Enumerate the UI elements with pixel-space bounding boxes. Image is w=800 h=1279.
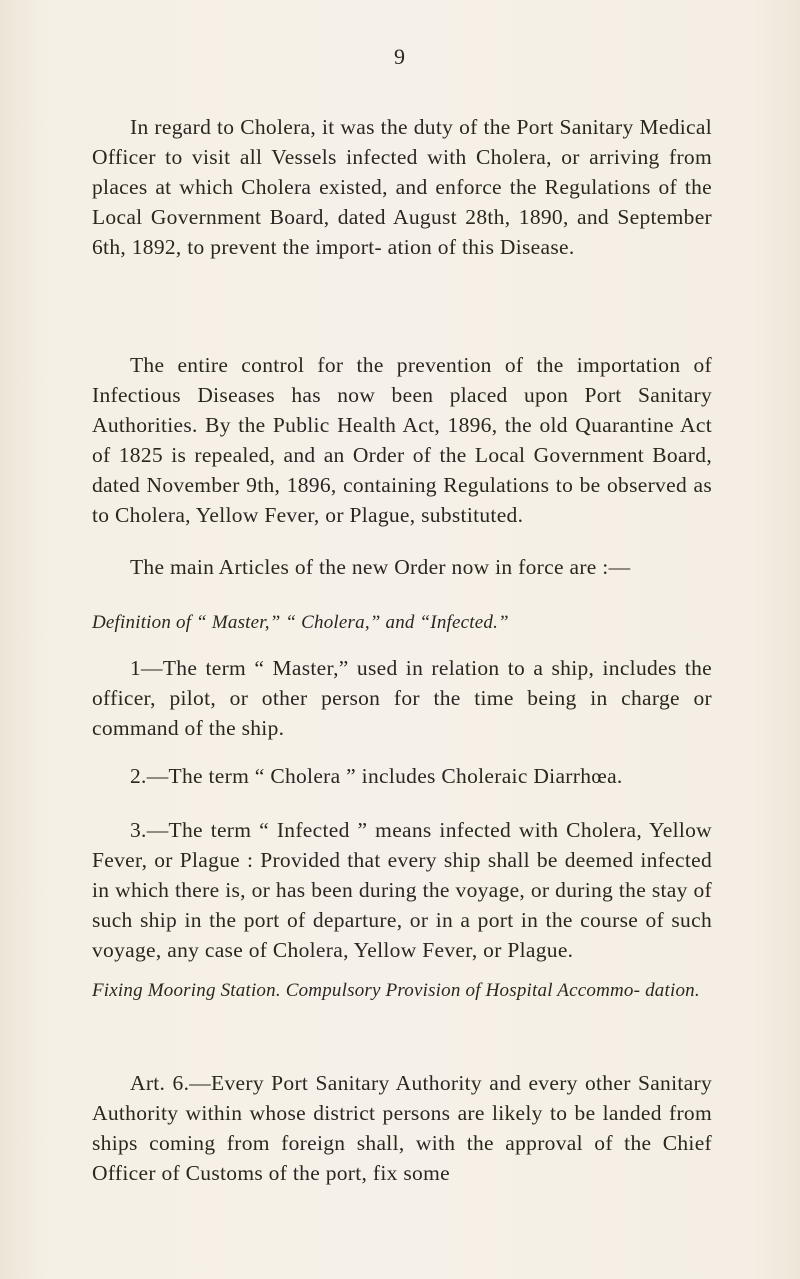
paragraph-control-prevention: The entire control for the prevention of the importation of Infectious Diseases has now been placed upon Port Sanitary Authorities. By the Public Health Act, 1896, the old Quarantine Act of 1825 is repealed, and an Order of the Local Government Board, dated November 9th, 1896, containing Regulations to be observed as to Cholera, Yellow Fever, or Plague, substituted. xyxy=(92,352,712,527)
heading-mooring-station: Fixing Mooring Station. Compulsory Provision of Hospital Accommo- dation. xyxy=(92,980,700,1001)
heading-definitions: Definition of “ Master,” “ Cholera,” and “Infected.” xyxy=(92,612,509,633)
page-number: 9 xyxy=(394,44,406,69)
paragraph-cholera-duty: In regard to Cholera, it was the duty of the Port Sanitary Medical Officer to visit all Vessels infected with Cholera, or arriving from places at which Cholera existed, and enforce the Regulations of the Local Government Board, dated August 28th, 1890, and September 6th, 1892, to prevent the import- ation of this Disease. xyxy=(92,114,712,259)
paragraph-definition-cholera: 2.—The term “ Cholera ” includes Choleraic Diarrhœa. xyxy=(130,763,623,788)
paragraph-main-articles: The main Articles of the new Order now in force are :— xyxy=(130,554,631,579)
paragraph-article-6: Art. 6.—Every Port Sanitary Authority and every other Sanitary Authority within whose district persons are likely to be landed from ships coming from foreign shall, with the approval of the Chief Officer of Customs of the port, fix some xyxy=(92,1070,712,1185)
paragraph-definition-master: 1—The term “ Master,” used in relation to a ship, includes the officer, pilot, or other person for the time being in charge or command of the ship. xyxy=(92,655,712,740)
paragraph-definition-infected: 3.—The term “ Infected ” means infected with Cholera, Yellow Fever, or Plague : Provided that every ship shall be deemed infected in which there is, or has been during the voyage, or during the stay of such ship in the port of departure, or in a port in the course of such voyage, any case of Cholera, Yellow Fever, or Plague. xyxy=(92,817,712,962)
